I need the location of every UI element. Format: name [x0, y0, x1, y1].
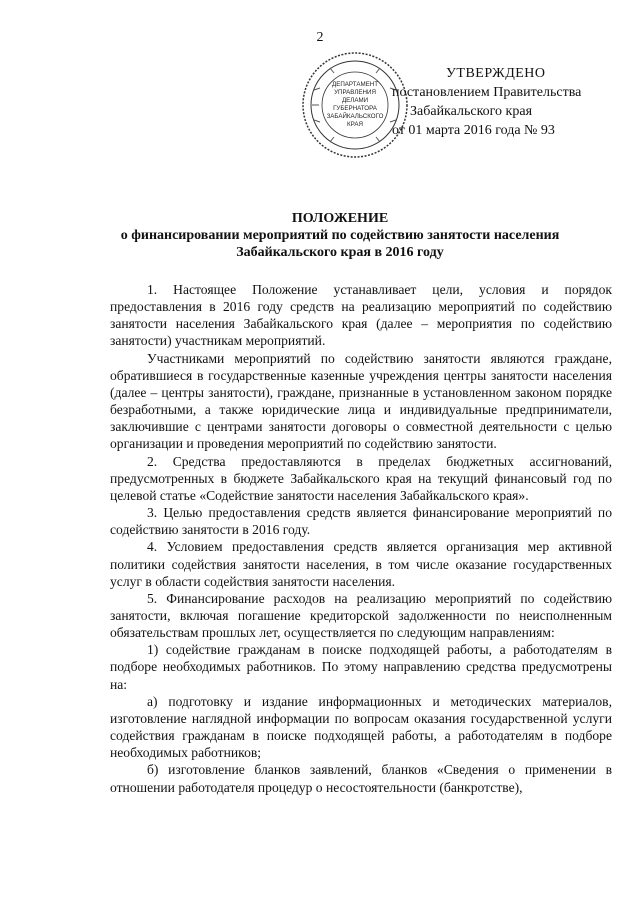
stamp-line: УПРАВЛЕНИЯ: [334, 89, 376, 96]
document-body: [110, 281, 612, 796]
paragraph: 4. Условием предоставления средств является организация мер активной политики содействия занятости населения, в том числе оказание государственных услуг в области содействия занятости населения.: [110, 539, 612, 589]
approval-line: от 01 марта 2016 года № 93: [392, 123, 555, 138]
heading-line: ПОЛОЖЕНИЕ: [291, 211, 389, 226]
paragraph: 1) содействие гражданам в поиске подходящей работы, а работодателям в подборе необходимых работников. По этому направлению средства предусмотрены на:: [110, 642, 612, 692]
paragraph: 2. Средства предоставляются в пределах бюджетных ассигнований, предусмотренных в бюджете Забайкальского края на текущий финансовый год по целевой статье «Содействие занятости населения Забайкальского края».: [110, 453, 612, 503]
stamp-line: КРАЯ: [347, 121, 363, 128]
approval-line: Забайкальского края: [410, 104, 533, 119]
approval-line: постановлением Правительства: [392, 85, 582, 100]
paragraph: 3. Целью предоставления средств является финансирование мероприятий по содействию занятости в 2016 году.: [110, 505, 612, 538]
paragraph: а) подготовку и издание информационных и методических материалов, изготовление наглядной информации по вопросам оказания государственной услуги содействия гражданам в поиске подходящей работы, а работодателям в подборе необходимых работников;: [110, 693, 612, 761]
stamp-line: ЗАБАЙКАЛЬСКОГО: [326, 113, 384, 120]
approval-title: УТВЕРЖДЕНО: [446, 66, 546, 81]
heading-line: о финансировании мероприятий по содействию занятости населения: [120, 228, 560, 243]
stamp-line: ГУБЕРНАТОРА: [333, 105, 377, 112]
paragraph: 1. Настоящее Положение устанавливает цели, условия и порядок предоставления в 2016 году средств на реализацию мероприятий по содействию занятости населения Забайкальского края (далее – мероприятия по содействию занятости) участникам мероприятий.: [110, 282, 612, 349]
approval-block: [392, 64, 612, 140]
heading-line: Забайкальского края в 2016 году: [236, 245, 444, 260]
stamp-line: ДЕПАРТАМЕНТ: [332, 81, 378, 88]
stamp-line: ДЕЛАМИ: [341, 97, 369, 104]
paragraph: Участниками мероприятий по содействию занятости являются граждане, обратившиеся в государственные казенные учреждения центры занятости населения (далее – центры занятости), граждане, признанные в установленном законом порядке безработными, а также юридические лица и индивидуальные предприниматели, заключившие с центрами занятости договоры о совместной деятельности с целью организации и проведения мероприятий по содействию занятости.: [110, 350, 612, 452]
page-number: 2: [316, 30, 324, 45]
paragraph: 5. Финансирование расходов на реализацию мероприятий по содействию занятости, включая погашение кредиторской задолженности по неисполненным обязательствам прошлых лет, осуществляется по следующим направлениям:: [110, 590, 612, 641]
paragraph: б) изготовление бланков заявлений, бланков «Сведения о применении в отношении работодателя процедур о несостоятельности (банкротстве),: [110, 762, 612, 795]
document-heading: [80, 210, 600, 261]
